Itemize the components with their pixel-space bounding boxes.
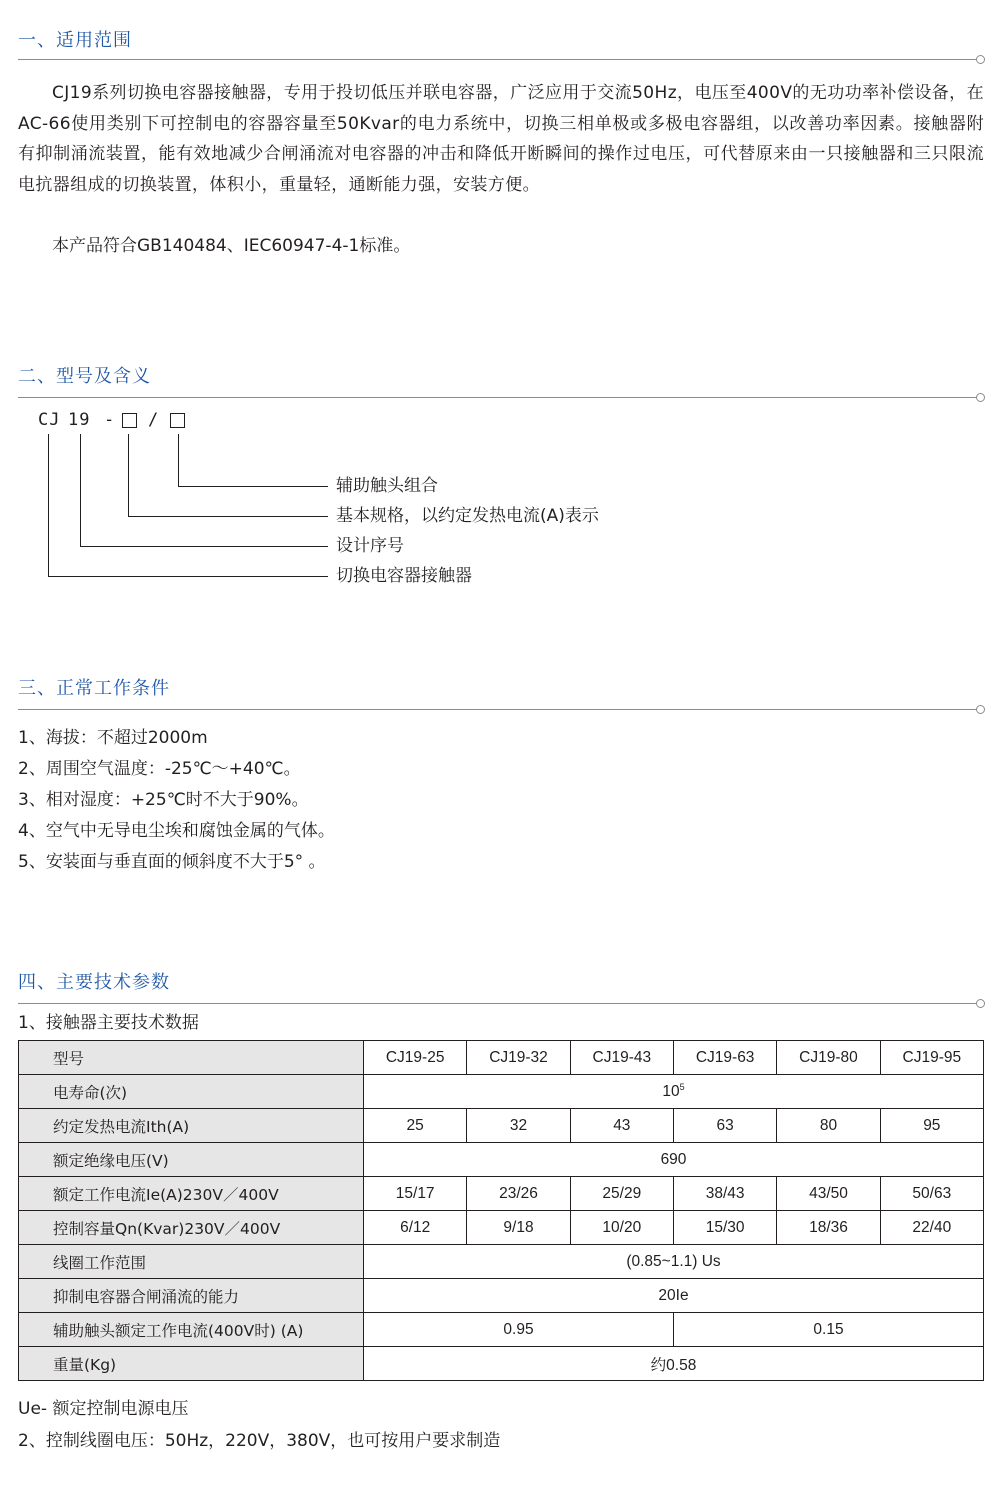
row-label: 线圈工作范围: [19, 1245, 364, 1279]
divider-circle: [976, 999, 985, 1008]
section-divider: [18, 709, 978, 710]
divider-circle: [976, 55, 985, 64]
value-cell: 0.95: [364, 1313, 674, 1347]
scope-paragraph: CJ19系列切换电容器接触器，专用于投切低压并联电容器，广泛应用于交流50Hz，电压至400V的无功功率补偿设备，在AC-66使用类别下可控制电的容器容量至50Kvar的电力系统中，切换三相单极或多极电容器组，以改善功率因素。接触器附有抑制涌流装置，能有效地减少合闸涌流对电容器的冲击和降低开断瞬间的操作过电压，可代替原来由一只接触器和三只限流电抗器组成的切换装置，体积小，重量轻，通断能力强，安装方便。: [18, 83, 984, 195]
note-ue: Ue- 额定控制电源电压: [18, 1399, 189, 1419]
value-cell: 50/63: [880, 1177, 983, 1211]
table-row: [19, 1313, 984, 1347]
table-row: [19, 1109, 984, 1143]
value-cell: 10/20: [570, 1211, 673, 1245]
connector-line: [178, 486, 328, 487]
model-cell: CJ19-32: [467, 1041, 570, 1075]
divider-circle: [976, 393, 985, 402]
value-cell: 25: [364, 1109, 467, 1143]
row-label: 电寿命(次): [19, 1075, 364, 1109]
condition-atmosphere: 4、空气中无导电尘埃和腐蚀金属的气体。: [18, 821, 335, 841]
connector-line: [48, 434, 49, 576]
section-title-model: 二、型号及含义: [18, 366, 151, 387]
divider-circle: [976, 705, 985, 714]
section-divider: [18, 1003, 978, 1004]
subheading-main-data: 1、接触器主要技术数据: [18, 1013, 199, 1033]
row-label: 型号: [19, 1041, 364, 1075]
value-cell: 63: [673, 1109, 776, 1143]
model-cell: CJ19-80: [777, 1041, 880, 1075]
connector-line: [80, 434, 81, 546]
model-cell: CJ19-43: [570, 1041, 673, 1075]
connector-line: [128, 516, 328, 517]
value-cell: 43/50: [777, 1177, 880, 1211]
model-cell: CJ19-25: [364, 1041, 467, 1075]
table-row: [19, 1143, 984, 1177]
value-cell: 25/29: [570, 1177, 673, 1211]
table-row: [19, 1041, 984, 1075]
value-cell: 95: [880, 1109, 983, 1143]
section-divider: [18, 59, 978, 60]
value-cell: 18/36: [777, 1211, 880, 1245]
label-aux-contact: 辅助触头组合: [336, 476, 438, 496]
value-cell: 38/43: [673, 1177, 776, 1211]
row-label: 额定工作电流Ie(A)230V／400V: [19, 1177, 364, 1211]
section-title-scope: 一、适用范围: [18, 30, 132, 51]
label-design-serial: 设计序号: [336, 536, 404, 556]
row-label: 辅助触头额定工作电流(400V时) (A): [19, 1313, 364, 1347]
coil-voltage-note: 2、控制线圈电压：50Hz，220V，380V，也可按用户要求制造: [18, 1431, 501, 1451]
life-base: 10: [662, 1083, 680, 1101]
condition-humidity: 3、相对湿度：+25℃时不大于90%。: [18, 790, 309, 810]
condition-inclination: 5、安装面与垂直面的倾斜度不大于5° 。: [18, 852, 326, 872]
value-cell: [364, 1075, 984, 1109]
label-contactor-type: 切换电容器接触器: [336, 566, 472, 586]
table-row: [19, 1177, 984, 1211]
model-code-cj: CJ: [38, 410, 61, 430]
row-label: 重量(Kg): [19, 1347, 364, 1381]
section-divider: [18, 397, 978, 398]
value-cell: (0.85~1.1) Us: [364, 1245, 984, 1279]
spec-box: [122, 413, 137, 428]
value-cell: 80: [777, 1109, 880, 1143]
section-title-parameters: 四、主要技术参数: [18, 972, 170, 993]
table-row: [19, 1245, 984, 1279]
value-cell: 690: [364, 1143, 984, 1177]
table-row: [19, 1279, 984, 1313]
row-label: 约定发热电流Ith(A): [19, 1109, 364, 1143]
label-basic-spec: 基本规格，以约定发热电流(A)表示: [336, 506, 599, 526]
connector-line: [48, 576, 328, 577]
row-label: 抑制电容器合闸涌流的能力: [19, 1279, 364, 1313]
value-cell: 6/12: [364, 1211, 467, 1245]
aux-box: [170, 413, 185, 428]
value-cell: 22/40: [880, 1211, 983, 1245]
condition-altitude: 1、海拔：不超过2000m: [18, 728, 208, 748]
value-cell: 20Ie: [364, 1279, 984, 1313]
model-code-dash: -: [104, 410, 116, 430]
value-cell: 15/17: [364, 1177, 467, 1211]
value-cell: 43: [570, 1109, 673, 1143]
row-label: 控制容量Qn(Kvar)230V／400V: [19, 1211, 364, 1245]
model-cell: CJ19-95: [880, 1041, 983, 1075]
model-code-number: 19: [68, 410, 91, 430]
row-label: 额定绝缘电压(V): [19, 1143, 364, 1177]
value-cell: 0.15: [673, 1313, 983, 1347]
connector-line: [178, 434, 179, 486]
table-row: [19, 1211, 984, 1245]
connector-line: [80, 546, 328, 547]
value-cell: 15/30: [673, 1211, 776, 1245]
table-row: [19, 1347, 984, 1381]
life-exponent: 5: [679, 1081, 685, 1092]
standard-paragraph: 本产品符合GB140484、IEC60947-4-1标准。: [52, 236, 411, 256]
connector-line: [128, 434, 129, 516]
section-title-conditions: 三、正常工作条件: [18, 678, 170, 699]
table-row: [19, 1075, 984, 1109]
spec-table: [18, 1040, 984, 1381]
condition-temperature: 2、周围空气温度：-25℃～+40℃。: [18, 759, 301, 779]
value-cell: 约0.58: [364, 1347, 984, 1381]
value-cell: 32: [467, 1109, 570, 1143]
model-cell: CJ19-63: [673, 1041, 776, 1075]
model-code-slash: /: [148, 410, 160, 430]
value-cell: 9/18: [467, 1211, 570, 1245]
value-cell: 23/26: [467, 1177, 570, 1211]
